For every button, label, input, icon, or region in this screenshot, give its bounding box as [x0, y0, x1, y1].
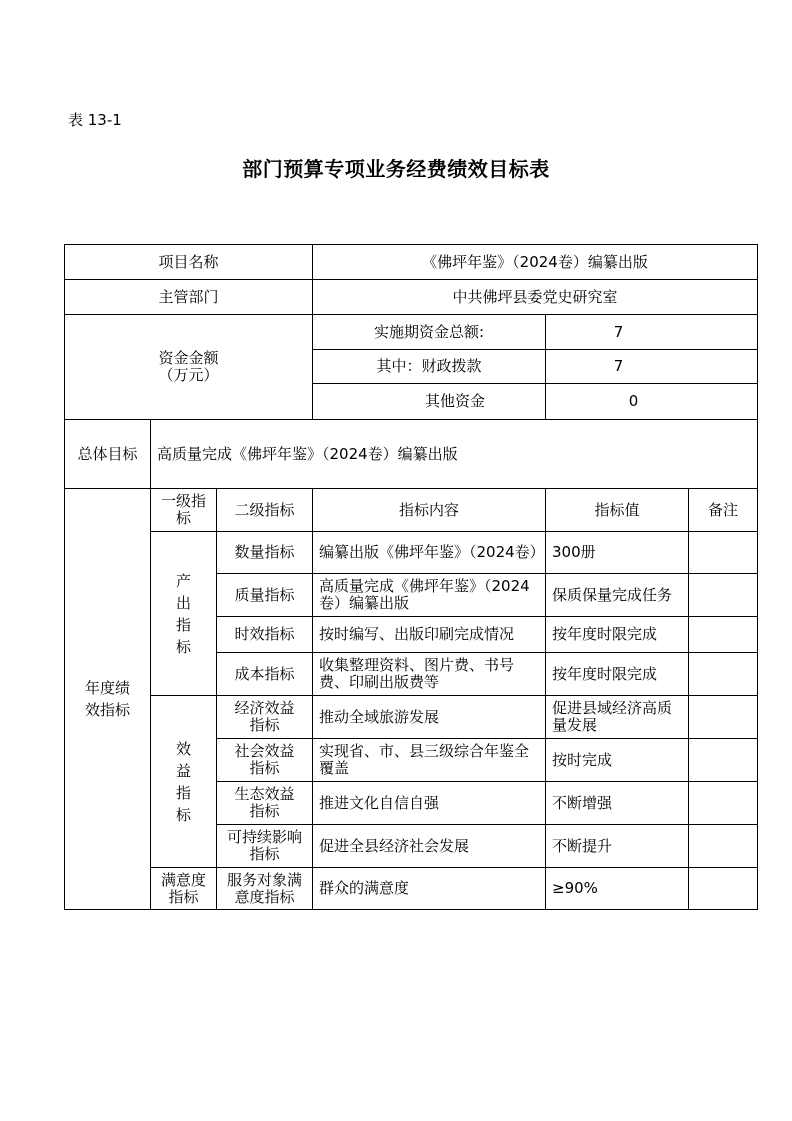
funds-label-cell [65, 315, 313, 420]
level2-cell: 数量指标 [217, 532, 313, 574]
note-cell [689, 696, 758, 739]
content-cell: 推进文化自信自强 [313, 782, 546, 825]
value-cell: 不断提升 [546, 825, 689, 868]
content-cell: 高质量完成《佛坪年鉴》（2024卷）编纂出版 [313, 574, 546, 617]
content-cell: 实现省、市、县三级综合年鉴全覆盖 [313, 739, 546, 782]
funds-unit: （万元） [158, 366, 219, 384]
table-number: 表 13-1 [68, 111, 122, 129]
satisfaction-indicators-label: 满意度指标 [151, 868, 217, 910]
content-cell: 推动全域旅游发展 [313, 696, 546, 739]
row-overall-goal [65, 420, 758, 489]
level2-cell: 时效指标 [217, 617, 313, 653]
overall-goal-label: 总体目标 [65, 420, 151, 489]
note-cell [689, 782, 758, 825]
funds-fiscal-value: 7 [546, 350, 758, 384]
department-value: 中共佛坪县委党史研究室 [313, 280, 758, 315]
header-note: 备注 [689, 489, 758, 532]
note-cell [689, 739, 758, 782]
level2-cell: 服务对象满意度指标 [217, 868, 313, 910]
note-cell [689, 574, 758, 617]
content-cell: 按时编写、出版印刷完成情况 [313, 617, 546, 653]
level2-cell: 可持续影响指标 [217, 825, 313, 868]
funds-other-label: 其他资金 [313, 384, 546, 420]
level2-cell: 经济效益指标 [217, 696, 313, 739]
note-cell [689, 617, 758, 653]
funds-total-label: 实施期资金总额: [313, 315, 546, 350]
content-cell: 收集整理资料、图片费、书号费、印刷出版费等 [313, 653, 546, 696]
benefit-indicators-label: 效益指标 [151, 696, 217, 868]
project-name-value: 《佛坪年鉴》（2024卷）编纂出版 [313, 245, 758, 280]
value-cell: 按时完成 [546, 739, 689, 782]
note-cell [689, 868, 758, 910]
level2-cell: 质量指标 [217, 574, 313, 617]
funds-total-value: 7 [546, 315, 758, 350]
value-cell: 保质保量完成任务 [546, 574, 689, 617]
row-funds-total [65, 315, 758, 350]
performance-goal-table [64, 244, 758, 910]
header-content: 指标内容 [313, 489, 546, 532]
content-cell: 群众的满意度 [313, 868, 546, 910]
project-name-label: 项目名称 [65, 245, 313, 280]
value-cell: ≥90% [546, 868, 689, 910]
level2-cell: 成本指标 [217, 653, 313, 696]
funds-label: 资金金额 [158, 349, 219, 367]
content-cell: 促进全县经济社会发展 [313, 825, 546, 868]
content-cell: 编纂出版《佛坪年鉴》（2024卷） [313, 532, 546, 574]
level2-cell: 生态效益指标 [217, 782, 313, 825]
header-value: 指标值 [546, 489, 689, 532]
value-cell: 不断增强 [546, 782, 689, 825]
value-cell: 促进县域经济高质量发展 [546, 696, 689, 739]
funds-other-value: 0 [546, 384, 758, 420]
table-row [65, 532, 758, 574]
note-cell [689, 653, 758, 696]
header-level1: 一级指标 [151, 489, 217, 532]
document-title: 部门预算专项业务经费绩效目标表 [242, 157, 550, 181]
table-row [65, 696, 758, 739]
row-project-name [65, 245, 758, 280]
row-indicator-headers [65, 489, 758, 532]
table-row [65, 868, 758, 910]
note-cell [689, 532, 758, 574]
value-cell: 按年度时限完成 [546, 617, 689, 653]
note-cell [689, 825, 758, 868]
department-label: 主管部门 [65, 280, 313, 315]
level2-cell: 社会效益指标 [217, 739, 313, 782]
funds-fiscal-label: 其中：财政拨款 [313, 350, 546, 384]
row-department [65, 280, 758, 315]
header-level2: 二级指标 [217, 489, 313, 532]
output-indicators-label: 产出指标 [151, 532, 217, 696]
value-cell: 按年度时限完成 [546, 653, 689, 696]
overall-goal-value: 高质量完成《佛坪年鉴》（2024卷）编纂出版 [151, 420, 758, 489]
value-cell: 300册 [546, 532, 689, 574]
annual-indicators-label: 年度绩效指标 [65, 489, 151, 910]
